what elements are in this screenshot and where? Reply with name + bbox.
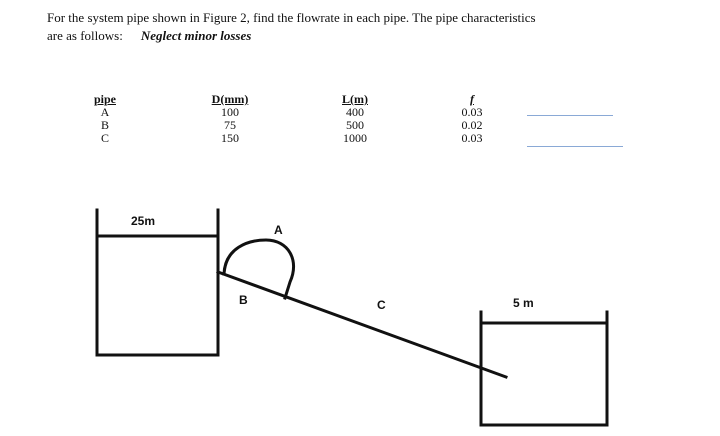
minor-losses-note: Neglect minor losses (140, 28, 252, 43)
pipe-b-label: B (239, 293, 248, 307)
pipe-cell: A (100, 105, 110, 119)
friction-cell: 0.02 (461, 118, 483, 132)
length-cell: 1000 (343, 131, 367, 145)
diameter-header: D(mm) (211, 92, 249, 106)
length-cell: 400 (346, 105, 364, 119)
diameter-cell: 75 (224, 118, 236, 132)
pipe-c-label: C (377, 298, 386, 312)
pipe-b-and-c (218, 272, 506, 377)
friction-cell: 0.03 (461, 131, 483, 145)
diameter-cell: 100 (221, 105, 239, 119)
friction-header: f (470, 92, 474, 106)
left-reservoir-label: 25m (131, 214, 156, 228)
right-reservoir-label: 5 m (513, 296, 534, 310)
length-cell: 500 (346, 118, 364, 132)
problem-line-2-text: are as follows: (47, 28, 123, 43)
diameter-cell: 150 (221, 131, 239, 145)
pipe-a-loop (224, 240, 294, 298)
pipe-a-label: A (274, 223, 283, 237)
friction-cell: 0.03 (461, 105, 483, 119)
left-reservoir (97, 210, 218, 355)
right-reservoir (481, 312, 607, 425)
pipe-cell: B (100, 118, 109, 132)
pipe-header: pipe (93, 92, 116, 106)
pipe-cell: C (100, 131, 109, 145)
length-header: L(m) (342, 92, 368, 106)
problem-line-1: For the system pipe shown in Figure 2, find the flowrate in each pipe. The pipe characteristics (47, 10, 536, 25)
